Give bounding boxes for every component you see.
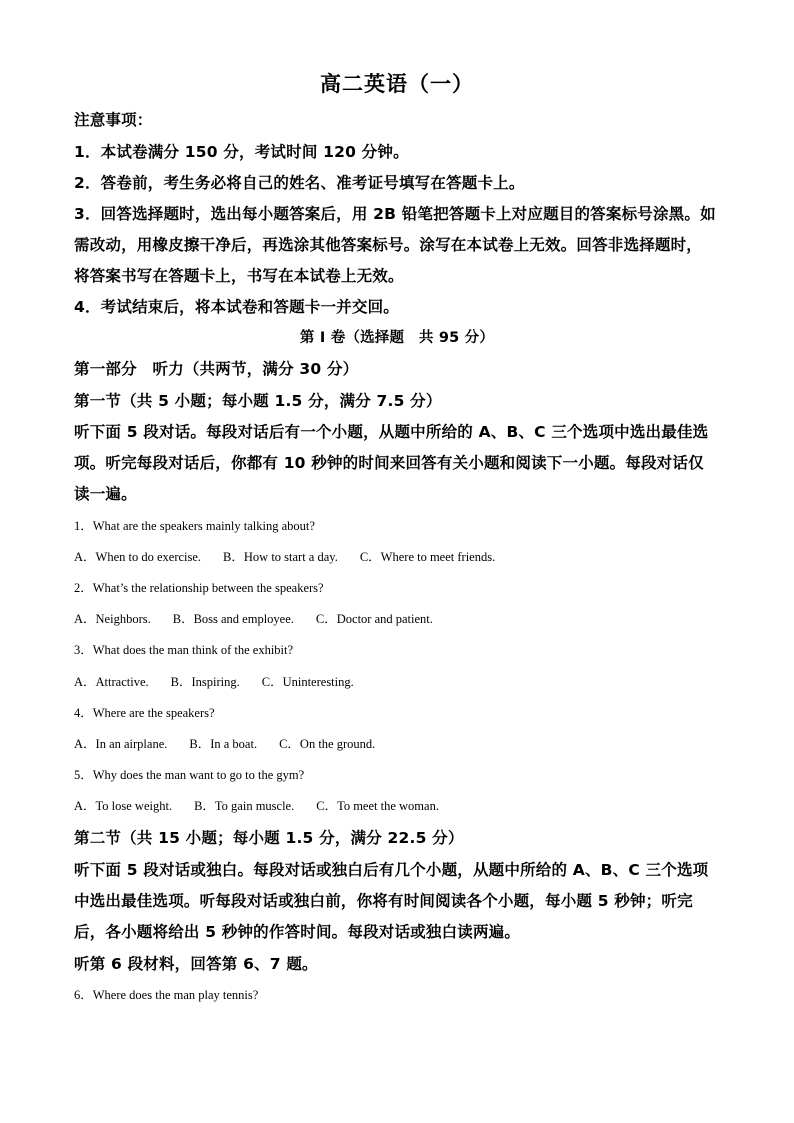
notice-heading: 注意事项： bbox=[74, 111, 153, 129]
question-2-stem: 2．What’s the relationship between the speakers? bbox=[74, 581, 324, 595]
part1-heading: 第一部分 听力（共两节，满分 30 分） bbox=[74, 360, 359, 378]
notice-line-3: 3．回答选择题时，选出每小题答案后，用 2B 铅笔把答题卡上对应题目的答案标号涂黑。如 bbox=[74, 205, 716, 223]
material-6-heading: 听第 6 段材料，回答第 6、7 题。 bbox=[74, 955, 318, 973]
question-2-option-c: C．Doctor and patient. bbox=[315, 612, 433, 626]
question-3-option-a: A．Attractive. bbox=[74, 675, 149, 689]
sec1-instruction-2: 项。听完每段对话后，你都有 10 秒钟的时间来回答有关小题和阅读下一小题。每段对话仅 bbox=[74, 454, 704, 472]
question-1-stem: 1．What are the speakers mainly talking about? bbox=[74, 519, 315, 533]
question-4-option-b: B．In a boat. bbox=[189, 737, 258, 751]
question-1-options bbox=[74, 547, 495, 565]
question-3-options bbox=[74, 672, 354, 690]
question-5-options bbox=[74, 796, 439, 814]
sec1-instruction-1: 听下面 5 段对话。每段对话后有一个小题，从题中所给的 A、B、C 三个选项中选出最佳选 bbox=[74, 423, 709, 441]
question-4-option-c: C．On the ground. bbox=[279, 737, 376, 751]
sec2-instruction-1: 听下面 5 段对话或独白。每段对话或独白后有几个小题，从题中所给的 A、B、C 三个选项 bbox=[74, 861, 709, 879]
notice-line-1: 1．本试卷满分 150 分，考试时间 120 分钟。 bbox=[74, 143, 409, 161]
question-4-option-a: A．In an airplane. bbox=[74, 737, 168, 751]
question-1-option-a: A．When to do exercise. bbox=[74, 550, 202, 564]
question-6-stem: 6．Where does the man play tennis? bbox=[74, 988, 259, 1002]
question-5-option-b: B．To gain muscle. bbox=[194, 799, 295, 813]
question-5-option-c: C．To meet the woman. bbox=[316, 799, 439, 813]
sec2-heading: 第二节（共 15 小题；每小题 1.5 分，满分 22.5 分） bbox=[74, 829, 464, 847]
sec1-instruction-3: 读一遍。 bbox=[74, 485, 137, 503]
notice-line-5: 将答案书写在答题卡上，书写在本试卷上无效。 bbox=[74, 267, 404, 285]
notice-line-2: 2．答卷前，考生务必将自己的姓名、准考证号填写在答题卡上。 bbox=[74, 174, 525, 192]
question-3-option-b: B．Inspiring. bbox=[170, 675, 240, 689]
sec2-instruction-2: 中选出最佳选项。听每段对话或独白前，你将有时间阅读各个小题，每小题 5 秒钟；听完 bbox=[74, 892, 693, 910]
question-3-stem: 3．What does the man think of the exhibit? bbox=[74, 643, 294, 657]
question-1-option-c: C．Where to meet friends. bbox=[359, 550, 496, 564]
question-1-option-b: B．How to start a day. bbox=[223, 550, 338, 564]
question-4-stem: 4．Where are the speakers? bbox=[74, 706, 215, 720]
question-2-option-b: B．Boss and employee. bbox=[172, 612, 294, 626]
question-5-stem: 5．Why does the man want to go to the gym? bbox=[74, 768, 305, 782]
notice-line-6: 4．考试结束后，将本试卷和答题卡一并交回。 bbox=[74, 298, 399, 316]
sec2-instruction-3: 后，各小题将给出 5 秒钟的作答时间。每段对话或独白读两遍。 bbox=[74, 923, 521, 941]
notice-line-4: 需改动，用橡皮擦干净后，再选涂其他答案标号。涂写在本试卷上无效。回答非选择题时， bbox=[74, 236, 703, 254]
question-2-options bbox=[74, 609, 433, 627]
question-5-option-a: A．To lose weight. bbox=[74, 799, 173, 813]
question-4-options bbox=[74, 734, 375, 752]
question-2-option-a: A．Neighbors. bbox=[74, 612, 151, 626]
page-title: 高二英语（一） bbox=[320, 72, 474, 96]
section-title: 第 I 卷（选择题 共 95 分） bbox=[299, 330, 495, 346]
question-3-option-c: C．Uninteresting. bbox=[261, 675, 354, 689]
sec1-heading: 第一节（共 5 小题；每小题 1.5 分，满分 7.5 分） bbox=[74, 392, 442, 410]
